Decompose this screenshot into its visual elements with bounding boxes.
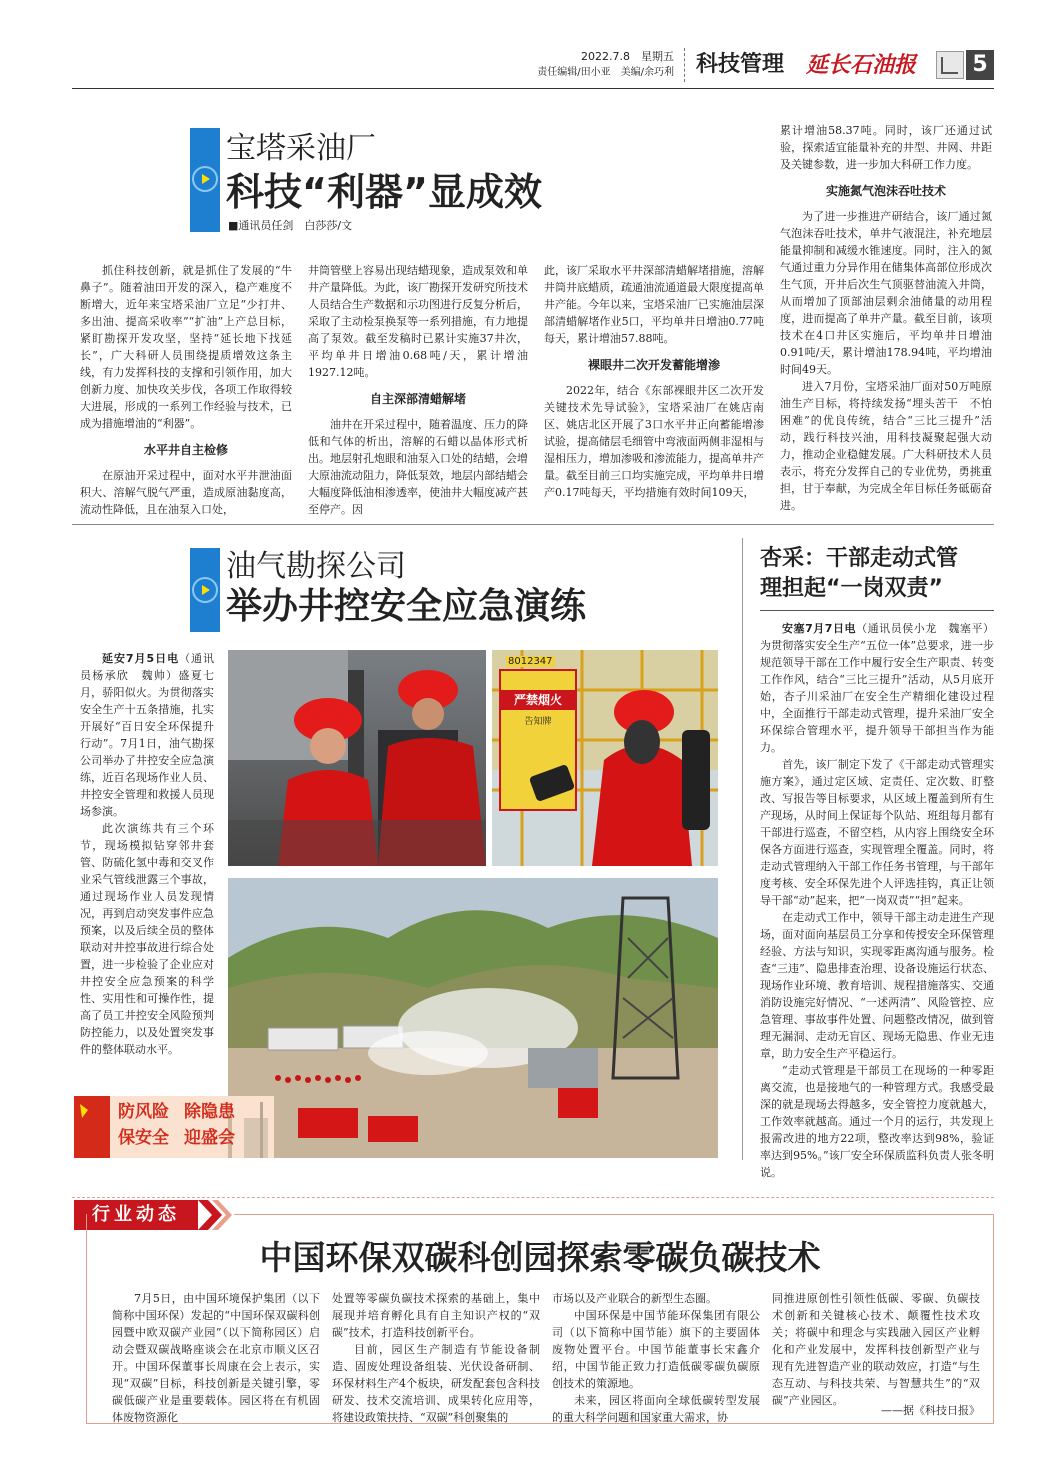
a2-para2: 此次演练共有三个环节，现场模拟钻穿邻井套管、防硫化氢中毒和交叉作业采气管线泄露三个事故，通过现场作业人员发现情况，再到启动突发事件应急预案，以及后续全员的整体联动对井控事故进行综合处置，进一步检验了企业应对井控安全应急预案的科学性、实用性和可操作性，提高了员工井控安全风险预判防控能力，以及处置突发事件的整体联动水平。 xyxy=(80,822,214,1056)
a1-col2 xyxy=(308,262,528,516)
a3-title xyxy=(760,544,994,604)
a3-lead xyxy=(760,620,994,756)
ind-c3-para3: 未来，园区将面向全球低碳转型发展的重大科学问题和国家重大需求，协 xyxy=(552,1394,760,1424)
a2-kicker: 油气勘探公司 xyxy=(226,549,406,584)
sign-no-fire: 严禁烟火 xyxy=(513,693,562,707)
section-rule-1 xyxy=(72,524,994,525)
header-divider xyxy=(684,48,685,82)
a3-dateline: 安塞7月7日电 xyxy=(782,622,857,635)
ind-col4 xyxy=(772,1290,980,1407)
wellhead-workers-image xyxy=(228,650,486,866)
ind-c3-para1: 市场以及产业联合的新型生态圈。 xyxy=(552,1292,717,1305)
page-number: 5 xyxy=(966,50,994,80)
logo-emblem xyxy=(936,51,964,79)
ind-c4-para: 同推进原创性引领性低碳、零碳、负碳技术创新和关键核心技术、颠覆性技术攻关；将碳中和理念与实践融入园区产业孵化和产业发展中，发挥科技创新型产业与现有先进智造产业的联动效应，打造“与生态互动、与科技共荣、与智慧共生”的“双碳”产业园区。 xyxy=(772,1292,980,1407)
a1-tr-para2: 进入7月份，宝塔采油厂面对50万吨原油生产目标，将持续发扬“埋头苦干 不怕困难”的优良传统，结合“三比三提升”活动，践行科技兴油，用科技凝聚起强大动力，推动企业稳健发展。广大科研技术人员表示，将充分发挥自己的专业优势，勇挑重担，甘于奉献，为完成全年目标任务砥砺奋进。 xyxy=(780,380,992,512)
emblem-icon xyxy=(937,52,963,78)
a1-col3 xyxy=(544,262,764,510)
sign-number: 8012347 xyxy=(508,656,553,667)
a1-kicker: 宝塔采油厂 xyxy=(226,131,376,166)
a3-para4: “走动式管理是干部员工在现场的一种零距离交流，也是接地气的一种管理方式。我感受最深的就是现场去得越多，安全管控力度就越大，工作效率就越高。通过一个月的运行，共发现上报需改进的地方22项，整改率达到98%，验证率达到95%。”该厂安全环保质监科负责人张冬明说。 xyxy=(760,1064,994,1179)
a3-text xyxy=(760,620,994,1179)
weekday: 星期五 xyxy=(641,50,674,63)
industry-header xyxy=(72,1176,994,1198)
date: 2022.7.8 xyxy=(581,50,630,63)
a3-lead-text: （通讯员侯小龙 魏塞平）为贯彻落实安全生产“五位一体”总要求，进一步规范领导干部在工作中履行安全生产职责、转变工作作风，结合“三比三提升”活动，从5月底开始，杏子川采油厂在安全生产精细化建设过程中，全面推行干部走动式管理，提升采油厂安全环保综合管理水平，提升领导干部担当作为能力。 xyxy=(760,622,994,754)
ind-c2-para1: 处置等零碳负碳技术探索的基础上，集中展现并培育孵化具有自主知识产权的“双碳”技术，打造科技创新平台。 xyxy=(332,1292,540,1339)
a1-c2-para2: 油井在开采过程中，随着温度、压力的降低和气体的析出，溶解的石蜡以晶体形式析出。地层射孔炮眼和油泵入口处的结蜡，会增大原油流动阻力，降低泵效，地层内部结蜡会大幅度降低油相渗透率，使油井大幅度减产甚至停产。因 xyxy=(308,418,528,516)
photo-wellhead-workers xyxy=(228,650,486,866)
a1-title: 科技“利器”显成效 xyxy=(226,170,542,214)
a3-title-rule xyxy=(760,610,994,611)
a1-c3-subhead: 裸眼井二次开发蓄能增渗 xyxy=(587,358,720,372)
industry-tag: 行业动态 xyxy=(74,1200,198,1230)
a2-dateline: 延安7月5日电 xyxy=(102,652,180,665)
ind-c3-para2: 中国环保是中国节能环保集团有限公司（以下简称中国节能）旗下的主要固体废物处置平台。中国节能董事长宋鑫介绍，中国节能正致力打造低碳零碳负碳原创技术的策源地。 xyxy=(552,1309,760,1390)
paper-logo: 延长石油报 xyxy=(806,52,917,78)
a1-byline: ■通讯员任剑 白莎莎/文 xyxy=(228,219,353,232)
a2-title: 举办井控安全应急演练 xyxy=(226,586,587,627)
a1-col1 xyxy=(80,262,292,516)
a1-tr-para1: 为了进一步推进产研结合，该厂通过氮气泡沫吞吐技术，单井气液混注，补充地层能量抑制和减缓水锥速度。同时，注入的氮气通过重力分异作用在储集体高部位形成次生气顶，开井后次生气顶驱替油流入井筒，从而增加了顶部油层剩余油储量的动用程度，进而提高了单井产量。截至目前，该项技术在4口井区实施后，平均单井日增油0.91吨/天，累计增油178.94吨，平均增油时间49天。 xyxy=(780,210,992,376)
a1-c1-para2: 在原油开采过程中，面对水平井泄油面积大、溶解气脱气严重，造成原油黏度高，流动性降低，且在油泵入口处， xyxy=(80,469,292,516)
column-divider xyxy=(742,538,743,1160)
header-rule xyxy=(72,88,994,89)
a1-c1-subhead: 水平井自主检修 xyxy=(143,443,228,457)
banner-l1: 防风险 xyxy=(118,1102,169,1122)
a3-para2: 首先，该厂制定下发了《干部走动式管理实施方案》，通过定区域、定责任、定次数、盯整改、写报告等目标要求，从区域上覆盖到所有生产现场，从时间上保证每个队站、班组每月都有干部进行巡查，不留空档，从内容上围绕安全环保各方面进行巡查，实现管理全覆盖。同时，将走动式管理纳入干部工作任务书管理，与干部年度考核、安全环保先进个人评选挂钩，真正让领导干部“动”起来，把“一岗双责”“担”起来。 xyxy=(760,758,994,907)
photo-gas-detection xyxy=(492,650,718,866)
a1-c2-subhead: 自主深部清蜡解堵 xyxy=(369,392,466,406)
ind-col2 xyxy=(332,1290,540,1424)
ind-c1-para: 7月5日，由中国环境保护集团（以下简称中国环保）发起的“中国环保双碳科创园暨中欧双碳产业园”（以下简称园区）启动会暨双碳战略座谈会在北京市顺义区召开。中国环保董事长周康在会上表示，实现“双碳”目标，科技创新是关键引擎，零碳低碳产业是重要载体。园区将在有机固体废物资源化 xyxy=(112,1292,320,1424)
a1-play-icon xyxy=(192,166,218,192)
ind-col3 xyxy=(552,1290,760,1424)
issue-date xyxy=(566,50,674,64)
a1-tr-lead: 累计增油58.37吨。同时，该厂还通过试验，探索适宜能量补充的井型、井网、井距及关键参数，进一步加大科研工作力度。 xyxy=(780,124,992,171)
a3-title-line2: 理担起“一岗双责” xyxy=(760,576,943,601)
a1-c3-para1: 此，该厂采取水平井深部清蜡解堵措施，溶解井筒井底蜡质，疏通油流通道最大限度提高单井产能。今年以来，宝塔采油厂已实施油层深部清蜡解堵作业5口，平均单井日增油0.77吨每天，累计增油57.88吨。 xyxy=(544,264,764,345)
sign-notice: 告知牌 xyxy=(524,717,552,727)
a1-tr-subhead: 实施氮气泡沫吞吐技术 xyxy=(825,184,946,198)
a2-lead-text: （通讯员杨承欣 魏帅）盛夏七月，骄阳似火。为贯彻落实安全生产十五条措施，扎实开展好“百日安全环保提升行动”。7月1日，油气勘探公司举办了井控安全应急演练，近百名现场作业人员、井控安全管理和救援人员现场参演。 xyxy=(80,652,215,818)
banner-r2: 迎盛会 xyxy=(184,1128,235,1148)
a2-text-column xyxy=(80,650,214,1078)
ind-source: ——据《科技日报》 xyxy=(881,1404,980,1417)
a2-lead xyxy=(80,650,214,820)
drill-site-image xyxy=(228,878,718,1158)
industry-dash xyxy=(72,1197,994,1198)
a1-c1-para1: 抓住科技创新，就是抓住了发展的“牛鼻子”。随着油田开发的深入，稳产难度不断增大，近年来宝塔采油厂立足“少打井、多出油、提高采收率”“扩油”上产总目标，紧盯勘探开发攻坚，坚持“延长地下找延长”，广大科研人员围绕提质增效这条主线，有力发挥科技的支撑和引领作用，加大创新力度、加快攻关步伐，各项工作取得较大进展，形成的一系列工作经验与技术，已成为措施增油的“利器”。 xyxy=(80,264,292,430)
ind-c2-para2: 目前，园区生产制造有节能设备制造、固废处理设备组装、光伏设备研制、环保材料生产4个板块，研发配套包含科技研发、技术交流培训、成果转化应用等，将建设政策扶持、“双碳”科创聚集的 xyxy=(332,1343,540,1424)
section-title: 科技管理 xyxy=(696,52,785,77)
editor-line: 责任编辑/田小亚 美编/余巧利 xyxy=(537,67,674,78)
gas-detection-image xyxy=(492,650,718,866)
photo-drill-site xyxy=(228,878,718,1158)
industry-frame-top xyxy=(234,1214,994,1215)
banner-r1: 除隐患 xyxy=(184,1102,235,1122)
banner-l2: 保安全 xyxy=(118,1128,169,1148)
a2-play-icon xyxy=(192,577,218,603)
industry-title: 中国环保双碳科创园探索零碳负碳技术 xyxy=(259,1238,821,1277)
banner-decoration xyxy=(74,1096,274,1158)
safety-banner xyxy=(74,1096,274,1158)
a3-para3: 在走动式工作中，领导干部主动走进生产现场，面对面向基层员工分享和传授安全环保管理经验、方法与知识，实现零距离沟通与服务。检查“三违”、隐患排查治理、设备设施运行状态、现场作业环境、教育培训、规程措施落实、交通消防设施完好情况、“一述两清”、风险管控、应急管理、事故事件处置、问题整改情况，做到管理无漏洞、走动无盲区、现场无隐患、作业无违章，助力安全生产平稳运行。 xyxy=(760,911,994,1060)
a1-c2-para1: 井筒管壁上容易出现结蜡现象，造成泵效和单井产量降低。为此，该厂勘探开发研究所技术人员结合生产数据和示功图进行反复分析后，采取了主动检泵换泵等一系列措施，有力地提高了泵效。截至发稿时已累计实施37井次，平均单井日增油0.68吨/天，累计增油1927.12吨。 xyxy=(308,264,528,379)
a1-c3-para2: 2022年，结合《东部裸眼井区二次开发关键技术先导试验》，宝塔采油厂在姚店南区、姚店北区开展了3口水平井正向蓄能增渗试验，提高储层毛细管中弯液面两侧非湿相与湿相压力，增加渗吸和渗流能力，提高单井产量。截至目前三口均实施完成，平均单井日增产0.17吨每天，平均措施有效时间109天， xyxy=(544,384,764,499)
a1-top-right-column xyxy=(780,122,992,512)
a3-title-line1: 杏采：干部走动式管 xyxy=(760,546,959,571)
ind-col1 xyxy=(112,1290,320,1424)
